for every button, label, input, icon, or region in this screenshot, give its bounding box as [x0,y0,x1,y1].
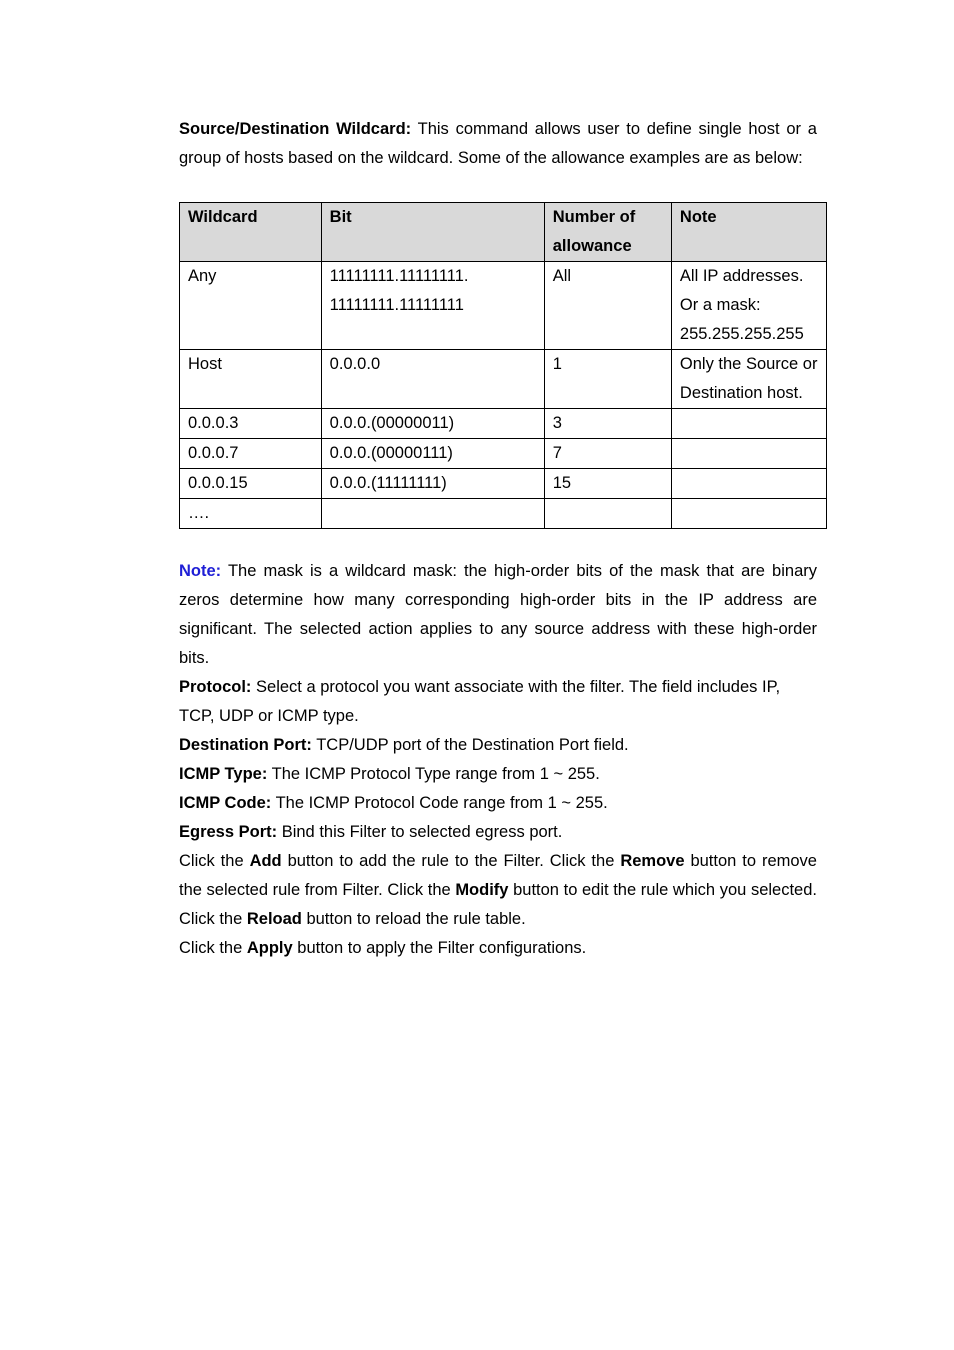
table-cell [544,499,671,529]
reload-term: Reload [246,910,302,928]
table-cell [671,469,826,499]
icmp-type-paragraph [179,760,817,789]
spacer [179,529,817,557]
table-cell: 1 [544,350,671,409]
destination-port-text: TCP/UDP port of the Destination Port field. [311,736,629,754]
table-cell [671,499,826,529]
document-page [179,115,817,963]
table-cell: 0.0.0.3 [180,409,322,439]
table-cell: …. [180,499,322,529]
intro-paragraph [179,115,817,173]
add-term: Add [249,852,282,870]
intro-label: Source/Destination Wildcard: [179,120,412,138]
icmp-type-text: The ICMP Protocol Type range from 1 ~ 255. [267,765,600,783]
text-run: Click the [179,939,247,957]
egress-port-label: Egress Port: [179,823,278,841]
icmp-code-text: The ICMP Protocol Code range from 1 ~ 255. [271,794,608,812]
table-cell: 11111111.11111111. 11111111.11111111 [321,262,544,350]
table-cell [671,439,826,469]
table-header-row [180,203,827,262]
destination-port-label: Destination Port: [179,736,312,754]
apply-paragraph [179,934,817,963]
table-cell: 0.0.0.15 [180,469,322,499]
table-row [180,262,827,350]
text-run: button to apply the Filter configurations. [292,939,587,957]
intro-text: This command allows user to define single host or a group of hosts based on the wildcard. Some of the allowance examples are as below: [179,120,817,167]
table-cell: 0.0.0.7 [180,439,322,469]
text-run: button to remove the selected rule from Filter. Click the [179,852,817,899]
text-run: button to edit the rule which you selected. Click the [179,881,817,928]
table-row [180,439,827,469]
table-cell [671,409,826,439]
table-cell: 15 [544,469,671,499]
note-paragraph [179,557,817,673]
table-cell [321,499,544,529]
table-cell: 7 [544,439,671,469]
buttons-paragraph [179,847,817,934]
protocol-paragraph [179,673,817,731]
table-cell: Only the Source or Destination host. [671,350,826,409]
protocol-text: Select a protocol you want associate with the filter. The field includes IP, TCP, UDP or ICMP type. [179,678,781,725]
table-cell: Any [180,262,322,350]
protocol-label: Protocol: [179,678,252,696]
table-cell: 3 [544,409,671,439]
header-note: Note [671,203,826,262]
table-cell: 0.0.0.0 [321,350,544,409]
apply-term: Apply [246,939,293,957]
table-cell: 0.0.0.(00000011) [321,409,544,439]
header-wildcard: Wildcard [180,203,322,262]
icmp-code-label: ICMP Code: [179,794,272,812]
modify-term: Modify [455,881,509,899]
egress-port-paragraph [179,818,817,847]
header-number: Number of allowance [544,203,671,262]
note-text: The mask is a wildcard mask: the high-order bits of the mask that are binary zeros determine how many corresponding high-order bits in the IP address are significant. The selected action applies to any source address with these high-order bits. [179,562,817,667]
note-label: Note: [179,562,222,580]
table-row [180,350,827,409]
table-cell: All IP addresses. Or a mask: 255.255.255.255 [671,262,826,350]
remove-term: Remove [620,852,685,870]
text-run: Click the [179,852,250,870]
icmp-code-paragraph [179,789,817,818]
table-row [180,499,827,529]
table-row [180,469,827,499]
text-run: button to reload the rule table. [301,910,526,928]
table-cell: 0.0.0.(00000111) [321,439,544,469]
destination-port-paragraph [179,731,817,760]
header-bit: Bit [321,203,544,262]
table-cell: Host [180,350,322,409]
egress-port-text: Bind this Filter to selected egress port. [277,823,563,841]
table-cell: All [544,262,671,350]
wildcard-table [179,202,827,529]
table-cell: 0.0.0.(11111111) [321,469,544,499]
text-run: button to add the rule to the Filter. Click the [281,852,621,870]
icmp-type-label: ICMP Type: [179,765,268,783]
table-row [180,409,827,439]
